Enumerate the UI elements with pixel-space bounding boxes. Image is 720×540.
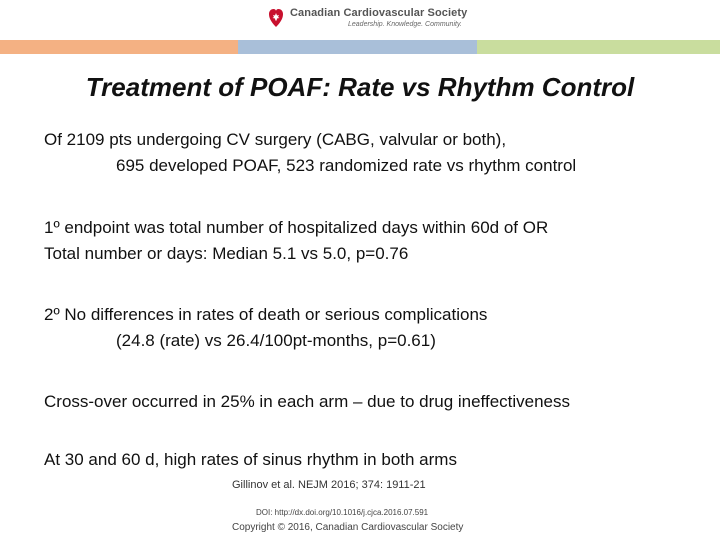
paragraph-primary-endpoint: [44, 215, 548, 267]
doi-link[interactable]: DOI: http://dx.doi.org/10.1016/j.cjca.2016.07.591: [256, 508, 429, 517]
slide-title: Treatment of POAF: Rate vs Rhythm Control: [85, 72, 635, 102]
ccs-logo: [268, 7, 467, 29]
paragraph-line: 1º endpoint was total number of hospitalized days within 60d of OR: [44, 218, 549, 237]
org-name: Canadian Cardiovascular Society: [290, 7, 468, 19]
paragraph-sinus-rhythm: [44, 447, 457, 473]
paragraph-line: Of 2109 pts undergoing CV surgery (CABG, valvular or both),: [44, 130, 507, 149]
citation: Gillinov et al. NEJM 2016; 374: 1911-21: [232, 479, 426, 491]
paragraph-line: At 30 and 60 d, high rates of sinus rhythm in both arms: [44, 450, 457, 469]
band-segment-orange: [0, 40, 238, 54]
paragraph-crossover: [44, 389, 570, 415]
paragraph-line: Cross-over occurred in 25% in each arm – due to drug ineffectiveness: [44, 392, 571, 411]
band-segment-blue: [238, 40, 477, 54]
paragraph-secondary-endpoint: [44, 302, 487, 354]
org-tagline: Leadership. Knowledge. Community.: [348, 21, 462, 28]
band-segment-green: [477, 40, 720, 54]
paragraph-line: Total number or days: Median 5.1 vs 5.0, p=0.76: [44, 244, 409, 263]
paragraph-line-indented: 695 developed POAF, 523 randomized rate vs rhythm control: [116, 156, 577, 175]
paragraph-line-indented: (24.8 (rate) vs 26.4/100pt-months, p=0.61): [116, 331, 436, 350]
header-color-band: [0, 40, 720, 54]
slide-header: [0, 0, 720, 40]
paragraph-study-population: [44, 127, 576, 179]
ccs-heart-icon: [268, 7, 284, 29]
copyright-notice: Copyright © 2016, Canadian Cardiovascular Society: [232, 522, 464, 533]
paragraph-line: 2º No differences in rates of death or serious complications: [44, 305, 488, 324]
